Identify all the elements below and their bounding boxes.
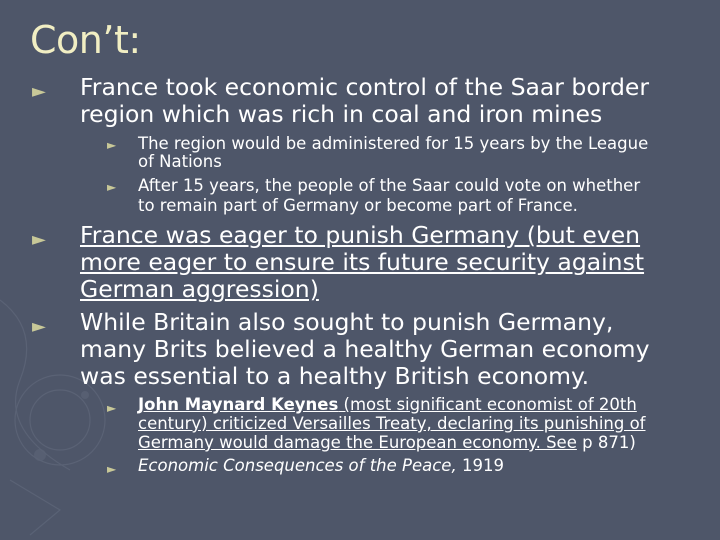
bullet-arrow-icon: ►	[32, 316, 46, 337]
item3-sub1-line3	[138, 433, 708, 452]
item3-sub1-line1-rest: (most significant economist of 20th	[338, 395, 637, 414]
bullet-arrow-icon: ►	[32, 229, 46, 250]
slide-title: Con’t:	[30, 18, 141, 62]
item1-sub2-line1: After 15 years, the people of the Saar could vote on whether	[138, 176, 641, 195]
item1-sub2-line2: to remain part of Germany or become part of France.	[138, 196, 578, 215]
book-title: Economic Consequences of the Peace,	[138, 456, 457, 475]
item1-line1: France took economic control of the Saar border	[80, 73, 650, 101]
item2-line3: German aggression)	[80, 275, 319, 303]
item3-line2: many Brits believed a healthy German economy	[80, 335, 650, 363]
item1-sub1-line2: of Nations	[138, 152, 222, 171]
item3-sub1-line3-text: Germany would damage the European economy. See	[138, 433, 577, 452]
item3-sub1-line2: century) criticized Versailles Treaty, declaring its punishing of	[138, 414, 646, 433]
page-reference: p 871)	[576, 433, 636, 452]
sub-bullet-arrow-icon: ►	[107, 138, 117, 152]
book-year: 1919	[456, 456, 504, 475]
item2-line1: France was eager to punish Germany (but even	[80, 221, 641, 249]
item3-line1: While Britain also sought to punish Germany,	[80, 308, 614, 336]
item3-sub2-line1	[138, 456, 708, 475]
sub-bullet-arrow-icon: ►	[107, 462, 117, 476]
item3-sub1-line1	[138, 395, 708, 414]
item2-line2: more eager to ensure its future security against	[80, 248, 645, 276]
item3-line3: was essential to a healthy British economy.	[80, 362, 590, 390]
item1-line2: region which was rich in coal and iron mines	[80, 100, 603, 128]
keynes-name: John Maynard Keynes	[138, 395, 339, 414]
sub-bullet-arrow-icon: ►	[107, 401, 117, 415]
bullet-arrow-icon: ►	[32, 81, 46, 102]
sub-bullet-arrow-icon: ►	[107, 180, 117, 194]
item1-sub1-line1: The region would be administered for 15 years by the League	[138, 134, 649, 153]
